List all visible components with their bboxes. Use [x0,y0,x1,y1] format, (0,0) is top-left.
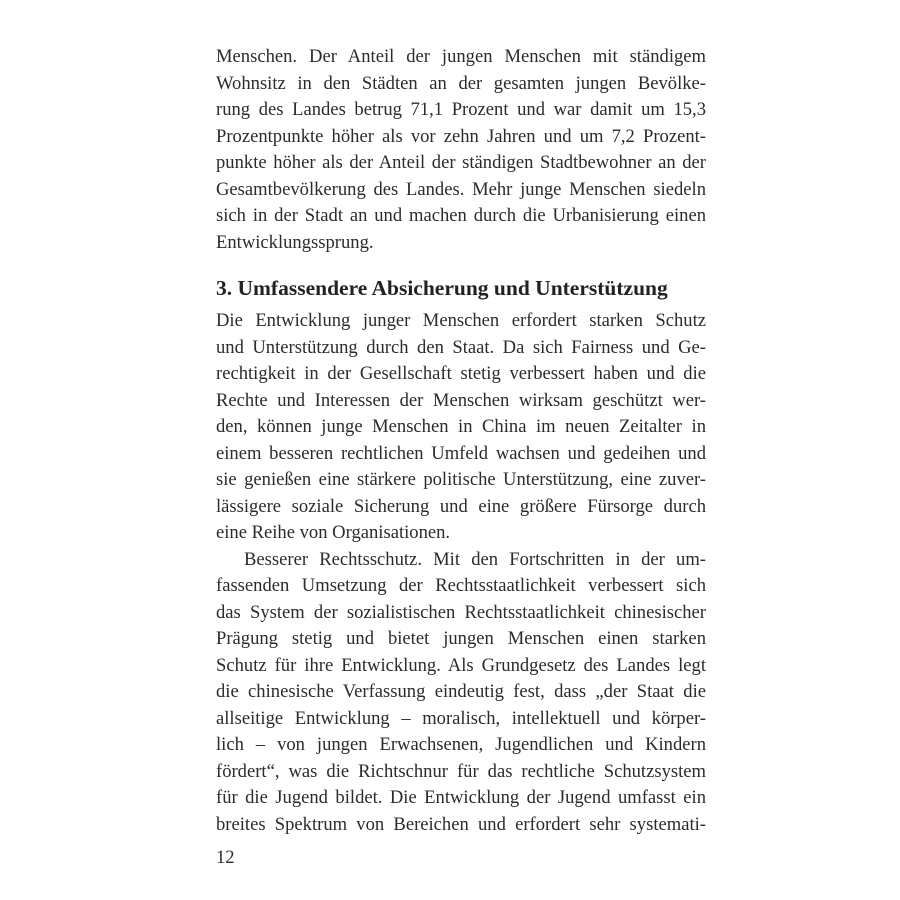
text-line: lässigere soziale Sicherung und eine größere Fürsorge durch [216,495,706,517]
text-line: allseitige Entwicklung – moralisch, intellektuell und körper- [216,707,706,729]
text-line: Gesamtbevölkerung des Landes. Mehr junge Menschen siedeln [216,178,706,200]
text-line: Besserer Rechtsschutz. Mit den Fortschritten in der um- [244,548,706,570]
text-line: und Unterstützung durch den Staat. Da sich Fairness und Ge- [216,336,706,358]
text-line: fassenden Umsetzung der Rechtsstaatlichkeit verbessert sich [216,575,706,596]
text-line: das System der sozialistischen Rechtsstaatlichkeit chinesischer [216,601,706,623]
text-line: Entwicklungssprung. [216,231,374,253]
text-line: Rechte und Interessen der Menschen wirksam geschützt wer- [216,389,706,411]
paragraph-legal-protection [216,547,706,839]
text-line: Wohnsitz in den Städten an der gesamten jungen Bevölke- [216,72,706,94]
text-line: einem besseren rechtlichen Umfeld wachsen und gedeihen und [216,442,706,464]
paragraph-support [216,308,706,547]
paragraph-urbanization [216,44,706,256]
text-line: die chinesische Verfassung eindeutig fest, dass „der Staat die [216,681,706,702]
text-line: für die Jugend bildet. Die Entwicklung der Jugend umfasst ein [216,787,706,808]
text-line: eine Reihe von Organisationen. [216,522,451,543]
text-line: rechtigkeit in der Gesellschaft stetig verbessert haben und die [216,363,706,384]
section-heading: 3. Umfassendere Absicherung und Unterstützung [216,276,668,300]
text-line: Menschen. Der Anteil der jungen Menschen mit ständigem [216,46,706,67]
text-line: Prägung stetig und bietet jungen Menschen einen starken [216,628,706,649]
text-line: lich – von jungen Erwachsenen, Jugendlichen und Kindern [216,734,706,755]
page-body [216,44,706,838]
text-line: sie genießen eine stärkere politische Unterstützung, eine zuver- [216,469,706,490]
text-line: Die Entwicklung junger Menschen erfordert starken Schutz [216,310,706,331]
text-line: fördert“, was die Richtschnur für das rechtliche Schutzsystem [216,760,706,782]
text-line: rung des Landes betrug 71,1 Prozent und war damit um 15,3 [216,99,706,120]
text-line: breites Spektrum von Bereichen und erfordert sehr systemati- [216,813,706,835]
text-line: Prozentpunkte höher als vor zehn Jahren und um 7,2 Prozent- [216,125,706,147]
page-number: 12 [216,847,235,868]
text-line: Schutz für ihre Entwicklung. Als Grundgesetz des Landes legt [216,654,706,676]
text-line: sich in der Stadt an und machen durch die Urbanisierung einen [216,205,706,226]
text-line: punkte höher als der Anteil der ständigen Stadtbewohner an der [216,152,706,173]
text-line: den, können junge Menschen in China im neuen Zeitalter in [216,416,706,437]
